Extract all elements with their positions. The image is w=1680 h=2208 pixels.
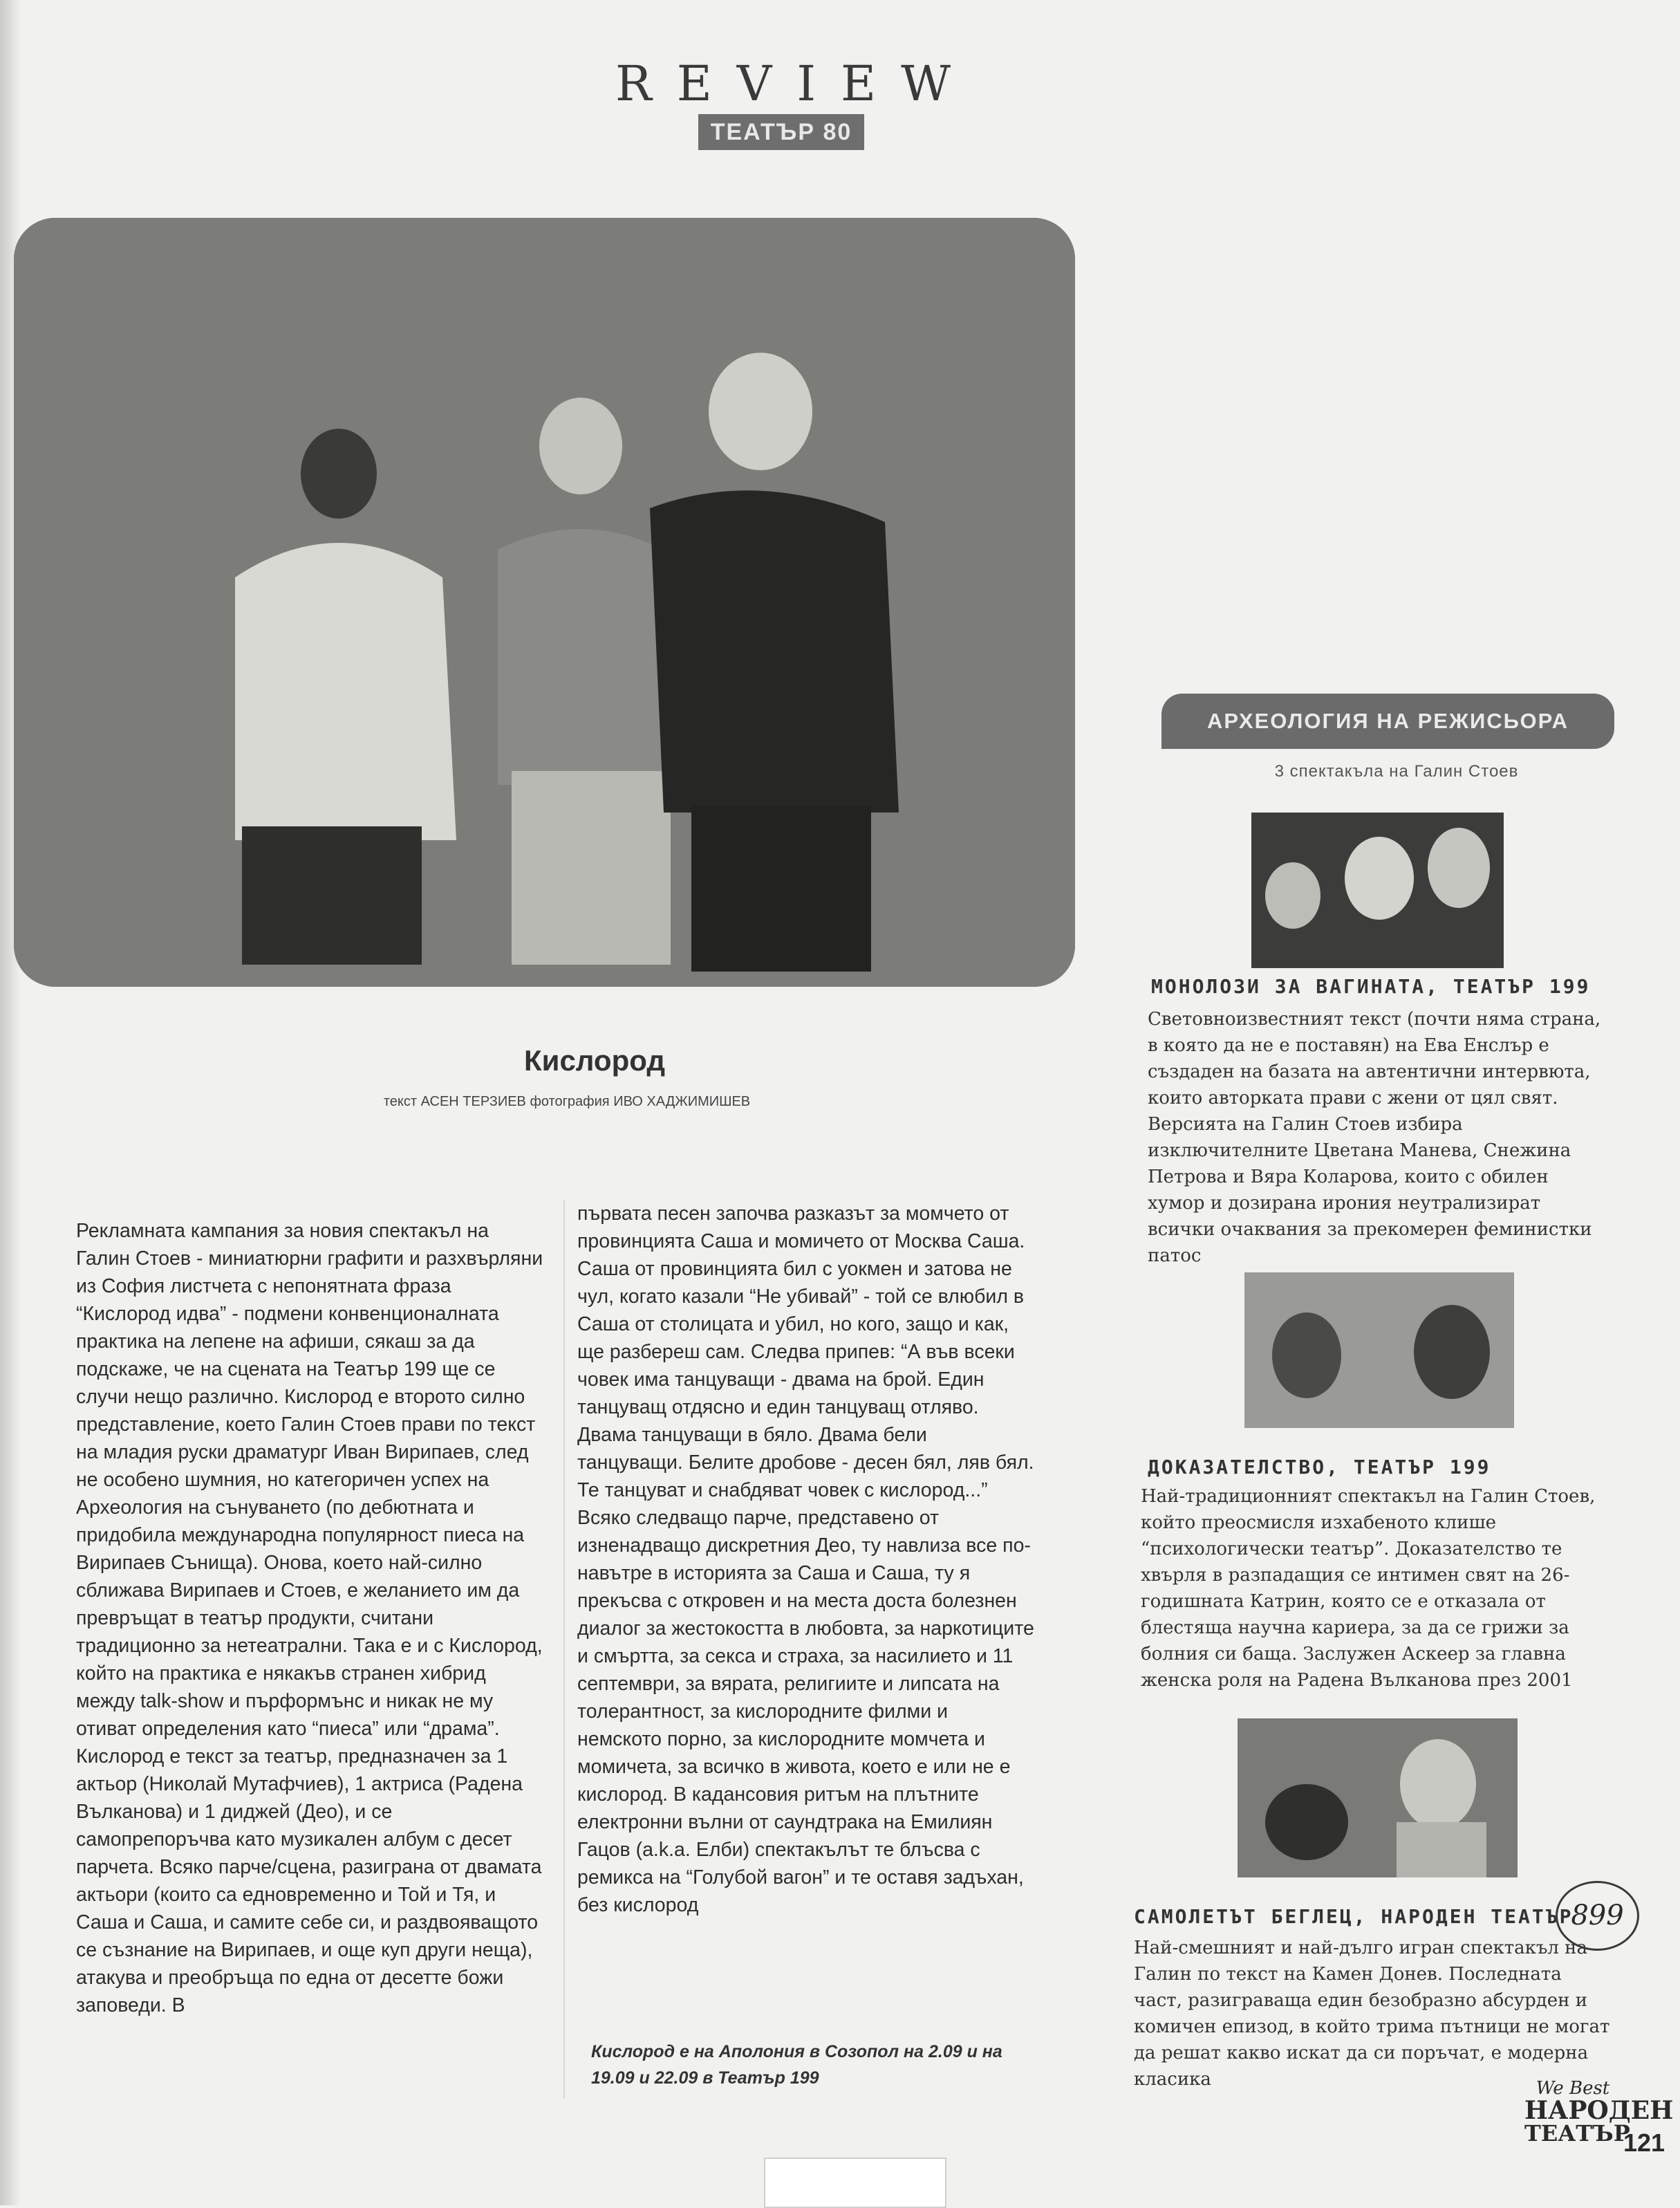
section-badge: ТЕАТЪР 80 (698, 114, 864, 150)
sidebar-item-1-heading: МОНОЛОЗИ ЗА ВАГИНАТА, ТЕАТЪР 199 (1151, 975, 1591, 998)
article-column-2 (577, 1200, 1037, 1919)
performance-info-caption: Кислород е на Аполония в Созопол на 2.09 и на 19.09 и 22.09 в Театър 199 (591, 2042, 1002, 2088)
sidebar-item-2-text: Най-традиционният спектакъл на Галин Стоев, който преосмисля изхабеното клише “психологически театър”. Доказателство те хвърля в разпадащия се интимен свят на 26-годишната Катрин, която се е отказала от блестяща научна кариера, за да се грижи за болния си баща. Заслужен Аскеер за главна женска роля на Радена Вълканова през 2001 (1141, 1486, 1596, 1691)
sidebar-item-1-text: Световноизвестният текст (почти няма страна, в която да не е поставян) на Ева Енслър е създаден на базата на автентични интервюта, които авторката прави с жени от цял свят. Версията на Галин Стоев избира изключителните Цветана Манева, Снежина Петрова и Вяра Коларова, които с обилен хумор и дозирана ирония неутрализират всички очаквания за прекомерен феминистки патос (1148, 1009, 1601, 1266)
paragraph: Кислород е текст за театър, предназначен за 1 актьор (Николай Мутафчиев), 1 актриса (Радена Вълканова) и 1 диджей (Део), и се самопрепоръчва като музикален албум с десет парчета. Всяко парче/сцена, разиграна от двамата актьори (които са едновременно и Той и Тя, и Саша и Саша, и самите себе си, и раздвояващото се съзнание на Вирипаев, и още куп други неща), атакува и преобръща по една от десетте божи заповеди. В (76, 1745, 542, 2016)
sidebar-photo-1 (1251, 813, 1504, 968)
magazine-section-title: REVIEW (615, 55, 976, 112)
sidebar-photo-3 (1238, 1718, 1518, 1877)
sidebar-item-2-heading: ДОКАЗАТЕЛСТВО, ТЕАТЪР 199 (1148, 1456, 1491, 1478)
logo-line-teatar: ТЕАТЪР (1524, 2120, 1630, 2146)
article-title: Кислород (523, 1044, 665, 1077)
article-column-1 (76, 1217, 546, 2019)
logo-script-line: We Best (1536, 2078, 1610, 2099)
sidebar-item-3-heading: САМОЛЕТЪТ БЕГЛЕЦ, НАРОДЕН ТЕАТЪР (1134, 1905, 1574, 1928)
page-number: 121 (1623, 2128, 1665, 2157)
sidebar-subtitle: 3 спектакъла на Галин Стоев (1274, 762, 1519, 781)
sidebar-photo-2 (1244, 1272, 1514, 1428)
main-stage-photo (14, 218, 1075, 987)
paragraph: Рекламната кампания за новия спектакъл на Галин Стоев - миниатюрни графити и разхвърляни из София листчета с непонятната фраза “Кислород идва” - подмени конвенционалната практика на лепене на афиши, сякаш за да подскаже, че на сцената на Театър 199 ще се случи нещо различно. Кислород е второто силно представление, което Галин Стоев прави по текст на младия руски драматург Иван Вирипаев, след не особено шумния, но категоричен успех на Археология на сънуването (по дебютната и придобила международна популярност пиеса на Вирипаев Сънища). Онова, което най-силно сближава Вирипаев и Стоев, е желанието им да превръщат в театър продукти, считани традиционно за нетеатрални. Така е и с Кислород, който на практика е някакъв странен хибрид между talk-show и пърформънс и никак не му отиват определения като “пиеса” или “драма”. (76, 1220, 543, 1740)
article-credits: текст АСЕН ТЕРЗИЕВ фотография ИВО ХАДЖИМИШЕВ (383, 1094, 751, 1109)
sidebar-banner: АРХЕОЛОГИЯ НА РЕЖИСЬОРА (1161, 694, 1614, 749)
logo-line-narodnen: НАРОДЕН (1524, 2096, 1674, 2125)
paper-slip (764, 2158, 946, 2208)
handwritten-circled-number: 899 (1556, 1881, 1639, 1951)
sidebar-item-3-text: Най-смешният и най-дълго игран спектакъл на Галин по текст на Камен Донев. Последната част, разиграваща един безобразно абсурден и комичен епизод, в който трима пътници не могат да решат какво искат да си поръчат, е модерна класика (1134, 1938, 1610, 2090)
column-divider (563, 1200, 565, 2099)
paragraph: първата песен започва разказът за момчето от провинцията Саша и момичето от Москва Саша. Саша от провинцията бил с уокмен и затова не чул, когато казали “Не убивай” - той се влюбил в Саша от столицата и убил, но кого, защо и как, ще разбереш сам. Следва припев: “А във всеки човек има танцуващи - двама на брой. Един танцуващ отдясно и един танцуващ отляво. Двама танцуващи в бяло. Двама бели танцуващи. Белите дробове - десен бял, ляв бял. Те танцуват и снабдяват човек с кислород...” Всяко следващо парче, представено от изненадващо дискретния Део, ту навлиза все по-навътре в историята за Саша и Саша, ту я прекъсва с откровен и на места доста болезнен диалог за жестокостта в любовта, за наркотиците и смъртта, за секса и страха, за насилието и 11 септември, за вярата, религиите и липсата на толерантност, за кислородните филми и немското порно, за кислородните момчета и момичета, за всичко в живота, което е или не е кислород. В кадансовия ритъм на плътните електронни вълни от саундтрака на Емилиян Гацов (a.k.a. Елби) спектакълът те блъсва с ремикса на “Голубой вагон” и те оставя задъхан, без кислород (577, 1203, 1034, 1916)
